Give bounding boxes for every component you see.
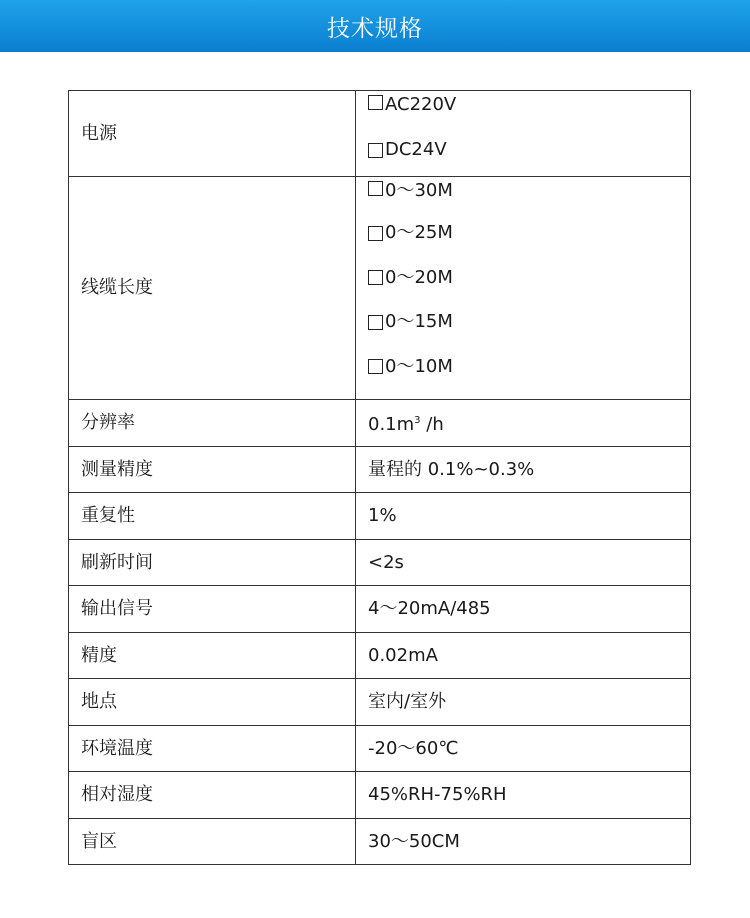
label-temperature: 环境温度 [69,726,356,772]
header-banner [0,0,750,52]
option-15m[interactable] [368,300,678,345]
option-label: 0～15M [385,311,453,333]
option-dc24v[interactable] [368,125,678,175]
resolution-value: 0.1m [368,414,415,435]
label-refresh: 刷新时间 [69,540,356,586]
label-resolution: 分辨率 [69,400,356,447]
option-label: 0～30M [385,180,453,201]
table-row-resolution [69,400,691,447]
resolution-unit: /h [420,414,444,435]
value-temperature: -20～60℃ [356,726,691,772]
checkbox-icon[interactable] [368,95,383,110]
option-label: 0～10M [385,355,453,377]
option-label: AC220V [385,94,457,115]
checkbox-icon[interactable] [368,181,383,196]
option-30m[interactable] [368,177,678,211]
table-row-humidity [69,772,691,819]
label-output: 输出信号 [69,586,356,633]
checkbox-icon[interactable] [368,270,383,285]
table-row-power [69,91,691,177]
value-power [356,91,691,177]
value-refresh: <2s [356,540,691,586]
option-25m[interactable] [368,211,678,256]
value-location: 室内/室外 [356,679,691,726]
label-accuracy: 测量精度 [69,447,356,493]
value-humidity: 45%RH-75%RH [356,772,691,819]
option-10m[interactable] [368,345,678,390]
label-humidity: 相对湿度 [69,772,356,819]
option-label: 0～20M [385,266,453,288]
option-20m[interactable] [368,256,678,301]
checkbox-icon[interactable] [368,315,383,330]
value-resolution [356,400,691,447]
table-row-output [69,586,691,633]
value-accuracy: 量程的 0.1%~0.3% [356,447,691,493]
table-row-repeatability [69,493,691,540]
label-cable: 线缆长度 [69,177,356,400]
value-cable [356,177,691,400]
option-label: DC24V [385,139,447,160]
option-label: 0～25M [385,222,453,244]
checkbox-icon[interactable] [368,359,383,374]
table-row-blind-zone [69,819,691,865]
label-precision: 精度 [69,633,356,679]
checkbox-icon[interactable] [368,143,383,158]
page-title: 技术规格 [327,15,423,42]
table-row-refresh [69,540,691,586]
table-row-cable [69,177,691,400]
label-location: 地点 [69,679,356,726]
table-row-location [69,679,691,726]
table-row-precision [69,633,691,679]
spec-table [68,90,691,865]
option-ac220v[interactable] [368,91,678,125]
value-precision: 0.02mA [356,633,691,679]
label-blind-zone: 盲区 [69,819,356,865]
label-repeatability: 重复性 [69,493,356,540]
checkbox-icon[interactable] [368,226,383,241]
resolution-exponent: 3 [414,415,421,426]
value-blind-zone: 30～50CM [356,819,691,865]
table-row-accuracy [69,447,691,493]
value-repeatability: 1% [356,493,691,540]
value-output: 4～20mA/485 [356,586,691,633]
table-row-temperature [69,726,691,772]
label-power: 电源 [69,91,356,177]
